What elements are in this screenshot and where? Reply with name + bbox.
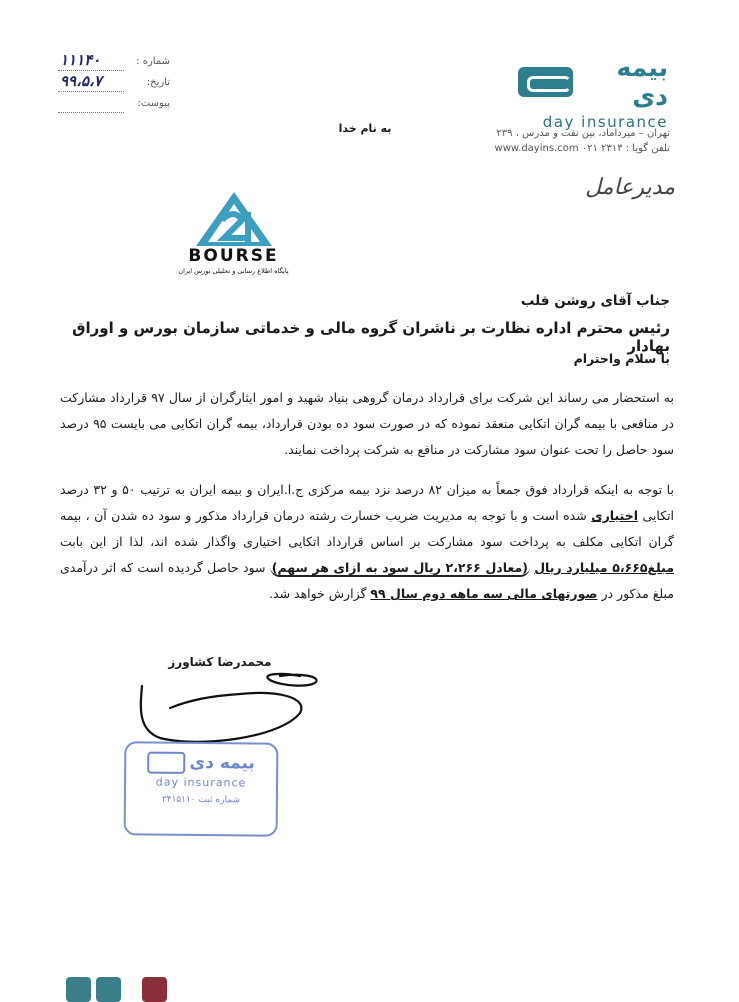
address-line-1: تهران – میرداماد، بین نفت و مدرس ، ۲۳۹	[496, 128, 670, 139]
meta-date-label: تاریخ:	[146, 77, 170, 88]
seal-text-fa: بیمه دی	[189, 752, 255, 774]
logo-text-en: day insurance	[542, 113, 668, 131]
address-line-2: تلفن گویا : ۲۳۱۳ ۰۲۱ www.dayins.com	[494, 143, 670, 154]
footer-square-3	[142, 977, 167, 1002]
meta-date-value: ۹۹،۵،۷	[60, 72, 102, 90]
seal-text-en: day insurance	[155, 775, 247, 790]
meta-attachment-label: پیوست:	[137, 98, 170, 109]
company-logo	[518, 53, 668, 131]
managing-director-handwritten: مدیرعامل	[585, 175, 675, 200]
per-share-highlight: (معادل ۲،۲۶۶ ریال سود به ازای هر سهم)	[271, 560, 528, 575]
paragraph-2	[60, 477, 674, 607]
paragraph-2-part-1: با توجه به اینکه قرارداد فوق جمعاً به میزان ۸۲ درصد نزد بیمه مرکزی ج.ا.ایران و بیمه ایران به ترتیب ۵۰ و ۳۲ درصد اتکایی	[60, 482, 674, 523]
greeting: با سلام واحترام	[573, 351, 670, 366]
paragraph-1: به استحضار می رساند این شرکت برای قرارداد درمان گروهی بنیاد شهید و امور ایثارگران از سال ۹۷ قرارداد مشارکت در منافعی با بیمه گران اتکایی منعقد نموده که در صورت سود ده بودن قرارداد، بیمه گران اتکایی می بایست ۹۵ درصد سود حاصل را تحت عنوان سود مشارکت در منافع به شرکت پرداخت نمایند.	[60, 390, 674, 457]
bourse-subtitle: پایگاه اطلاع رسانی و تحلیلی بورس ایران	[178, 267, 289, 275]
seal-registration: شماره ثبت ۲۴۱۵۱۱۰	[161, 794, 241, 806]
paragraph-2-part-3: سود حاصل گردیده است که اثر درآمدی مبلغ مذکور در	[60, 560, 674, 601]
meta-date-row	[58, 72, 178, 96]
signature-scribble	[130, 668, 330, 748]
footer-square-1	[66, 977, 91, 1002]
recipient-position: رئیس محترم اداره نظارت بر ناشران گروه مالی و خدماتی سازمان بورس و اوراق بهادار	[72, 319, 670, 355]
bourse-stamp	[176, 190, 291, 278]
paragraph-2-part-4: گزارش خواهد شد.	[269, 586, 367, 601]
signatory-name: محمدرضا کشاورز	[168, 655, 272, 669]
period-highlight: صورتهای مالی سه ماهه دوم سال ۹۹	[370, 586, 598, 601]
keyword-optional: اختیاری	[591, 508, 638, 523]
meta-number-label: شماره :	[136, 56, 170, 67]
meta-number-value: ۱۱۱۴۰	[60, 51, 101, 69]
logo-mark-icon	[518, 67, 573, 97]
footer-square-2	[96, 977, 121, 1002]
paragraph-2-part-2: شده است و با توجه به مدیریت ضریب خسارت رشته درمان قرارداد مذکور و سود ده شدن آن ، بیمه گران اتکایی مکلف به پرداخت سود مشارکت بر اساس قرارداد اتکایی اختیاری واگذار شده اند، لذا از این بابت	[60, 508, 674, 549]
meta-attachment-line	[58, 112, 124, 113]
amount-highlight: مبلغ۵،۶۶۵ میلیارد ریال	[534, 560, 674, 575]
bismillah: به نام خدا	[338, 122, 392, 135]
recipient: جناب آقای روشن قلب	[520, 293, 670, 309]
meta-attachment-row	[58, 96, 178, 117]
seal-mark-icon	[147, 752, 185, 774]
bourse-logo-icon	[194, 190, 274, 248]
company-seal	[124, 741, 279, 836]
meta-date-line	[58, 91, 124, 92]
company-address	[465, 126, 670, 156]
logo-text-fa: بیمه دی	[616, 53, 668, 111]
bourse-title: BOURSE	[188, 246, 279, 266]
meta-number-line	[58, 70, 124, 71]
letter-meta	[58, 51, 178, 117]
